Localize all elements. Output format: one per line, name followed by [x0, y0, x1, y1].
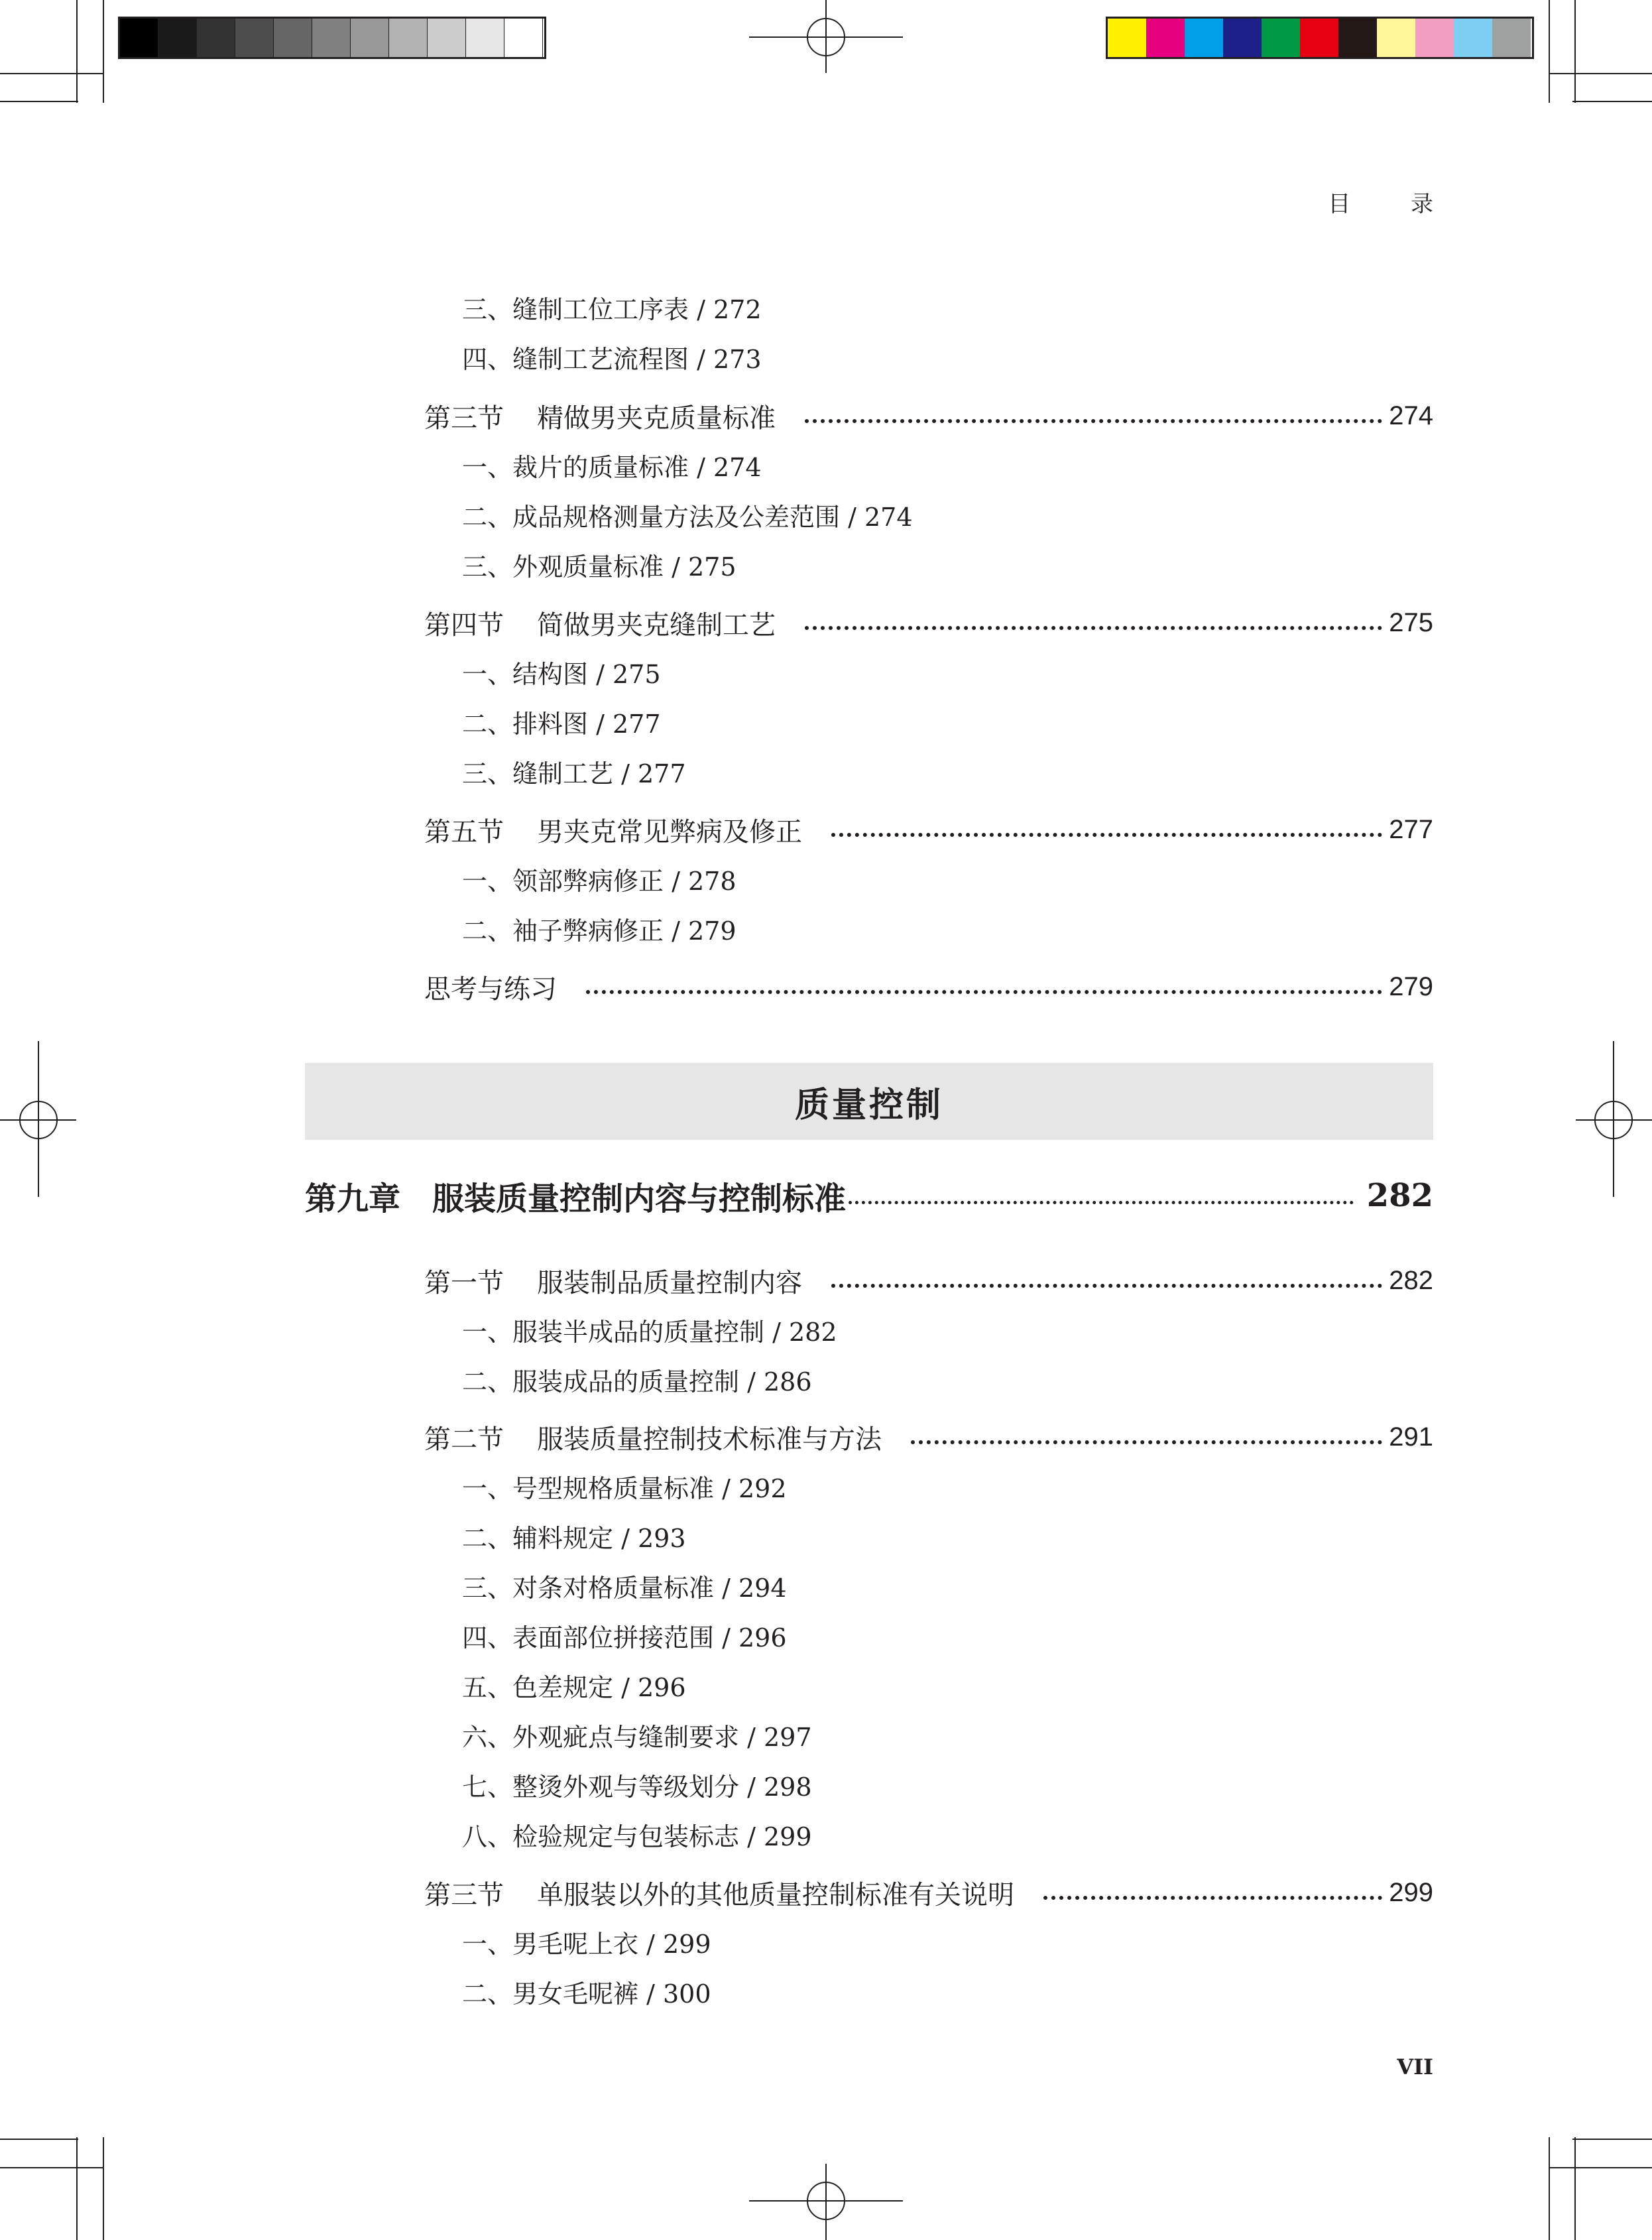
section-title: 男夹克常见弊病及修正 [537, 816, 802, 847]
dot-leader [831, 833, 1382, 837]
section-page: 275 [1389, 607, 1433, 637]
color-swatch [1185, 19, 1223, 57]
color-swatch [1223, 19, 1262, 57]
chapter-number: 第九章 [305, 1180, 401, 1217]
section-number: 第三节 [424, 403, 504, 434]
color-swatch [158, 19, 197, 57]
section-page: 291 [1389, 1422, 1433, 1452]
toc-item[interactable]: 六、外观疵点与缝制要求 / 297 [462, 1723, 812, 1752]
color-swatch [1415, 19, 1454, 57]
color-swatch [466, 19, 504, 57]
color-swatch [1300, 19, 1338, 57]
color-swatch [1108, 19, 1146, 57]
toc-item[interactable]: 五、色差规定 / 296 [462, 1673, 686, 1702]
toc-item[interactable]: 一、裁片的质量标准 / 274 [462, 453, 762, 482]
page-number: VII [1397, 2054, 1433, 2080]
process-color-bar [1106, 17, 1534, 59]
color-swatch [351, 19, 389, 57]
toc-item[interactable]: 一、号型规格质量标准 / 292 [462, 1474, 787, 1503]
chapter-page: 282 [1366, 1177, 1433, 1214]
toc-section[interactable] [424, 604, 1433, 641]
toc-item[interactable]: 一、结构图 / 275 [462, 660, 661, 689]
toc-item[interactable]: 二、袖子弊病修正 / 279 [462, 916, 737, 946]
toc-chapter[interactable] [305, 1172, 1433, 1219]
dot-leader [1043, 1896, 1382, 1900]
color-swatch [312, 19, 351, 57]
part-banner [305, 1063, 1433, 1140]
toc-item[interactable]: 三、缝制工位工序表 / 272 [462, 295, 762, 324]
section-title: 单服装以外的其他质量控制标准有关说明 [537, 1879, 1014, 1910]
section-page: 299 [1389, 1877, 1433, 1907]
dot-leader [805, 626, 1382, 630]
color-swatch [197, 19, 235, 57]
toc-section[interactable] [424, 1418, 1433, 1456]
color-swatch [504, 19, 543, 57]
toc-item[interactable]: 二、辅料规定 / 293 [462, 1524, 686, 1553]
grayscale-color-bar [118, 17, 546, 59]
section-page: 277 [1389, 814, 1433, 844]
toc-item[interactable]: 三、外观质量标准 / 275 [462, 552, 737, 582]
section-title: 思考与练习 [424, 973, 557, 1005]
section-number: 第二节 [424, 1424, 504, 1455]
toc-item[interactable]: 四、缝制工艺流程图 / 273 [462, 345, 762, 374]
toc-item[interactable]: 一、领部弊病修正 / 278 [462, 867, 737, 896]
color-swatch [1262, 19, 1300, 57]
toc-section[interactable] [424, 397, 1433, 434]
color-swatch [389, 19, 428, 57]
toc-item[interactable]: 一、男毛呢上衣 / 299 [462, 1930, 711, 1959]
dot-leader [805, 419, 1382, 423]
color-swatch [1338, 19, 1377, 57]
color-swatch [120, 19, 158, 57]
toc-item[interactable]: 七、整烫外观与等级划分 / 298 [462, 1773, 812, 1802]
section-page: 279 [1389, 971, 1433, 1001]
section-number: 第一节 [424, 1267, 504, 1298]
toc-item[interactable]: 二、成品规格测量方法及公差范围 / 274 [462, 503, 913, 532]
toc-exercises[interactable] [424, 968, 1433, 1005]
section-title: 服装质量控制技术标准与方法 [537, 1424, 882, 1455]
part-title: 质量控制 [794, 1085, 943, 1125]
toc-section[interactable] [424, 811, 1433, 848]
section-title: 精做男夹克质量标准 [537, 403, 776, 434]
toc-item[interactable]: 三、对条对格质量标准 / 294 [462, 1574, 787, 1603]
section-number: 第四节 [424, 609, 504, 641]
toc-item[interactable]: 二、排料图 / 277 [462, 710, 661, 739]
section-page: 274 [1389, 401, 1433, 430]
dot-leader [849, 1201, 1354, 1204]
section-title: 简做男夹克缝制工艺 [537, 609, 776, 641]
color-swatch [235, 19, 274, 57]
dot-leader [831, 1284, 1382, 1288]
toc-item[interactable]: 一、服装半成品的质量控制 / 282 [462, 1318, 837, 1347]
color-swatch [1146, 19, 1185, 57]
dot-leader [586, 990, 1382, 994]
color-swatch [1454, 19, 1492, 57]
running-head: 目 录 [1328, 191, 1460, 218]
toc-item[interactable]: 二、服装成品的质量控制 / 286 [462, 1367, 812, 1397]
toc-section[interactable] [424, 1262, 1433, 1299]
section-page: 282 [1389, 1265, 1433, 1295]
section-title: 服装制品质量控制内容 [537, 1267, 802, 1298]
chapter-title: 服装质量控制内容与控制标准 [432, 1180, 847, 1217]
color-swatch [274, 19, 312, 57]
color-swatch [1377, 19, 1415, 57]
dot-leader [911, 1440, 1382, 1444]
color-swatch [428, 19, 466, 57]
toc-item[interactable]: 四、表面部位拼接范围 / 296 [462, 1623, 787, 1652]
toc-item[interactable]: 八、检验规定与包装标志 / 299 [462, 1822, 812, 1851]
color-swatch [1492, 19, 1531, 57]
toc-item[interactable]: 三、缝制工艺 / 277 [462, 759, 686, 788]
section-number: 第三节 [424, 1879, 504, 1910]
toc-item[interactable]: 二、男女毛呢裤 / 300 [462, 1979, 711, 2009]
section-number: 第五节 [424, 816, 504, 847]
toc-section[interactable] [424, 1874, 1433, 1911]
